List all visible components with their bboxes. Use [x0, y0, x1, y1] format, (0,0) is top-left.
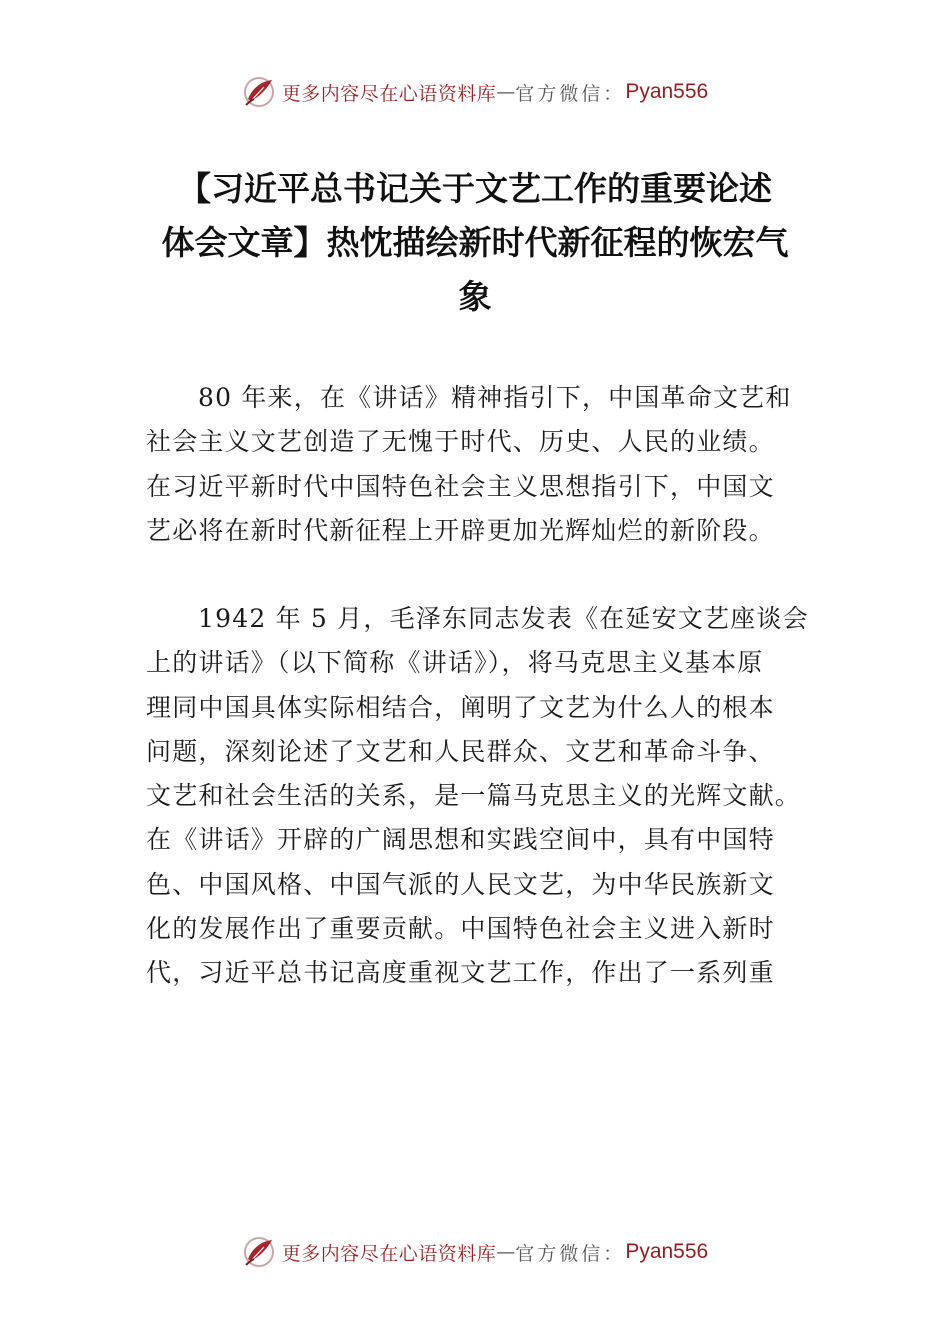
pen-leaf-logo-icon	[242, 75, 276, 109]
paragraph-line: 在《讲话》开辟的广阔思想和实践空间中，具有中国特	[146, 825, 775, 855]
watermark-wechat-label: 官方微信：	[515, 1242, 626, 1265]
title-line: 【习近平总书记关于文艺工作的重要论述	[178, 169, 772, 208]
watermark-text: 更多内容尽在心语资料库	[281, 1242, 497, 1265]
watermark-dash: —	[496, 1241, 516, 1263]
paragraph-line: 文艺和社会生活的关系，是一篇马克思主义的光辉文献。	[146, 781, 802, 811]
watermark-wechat-id: Pyan556	[625, 1240, 709, 1263]
paragraph-line: 理同中国具体实际相结合，阐明了文艺为什么人的根本	[146, 692, 775, 722]
paragraph-line: 代，习近平总书记高度重视文艺工作，作出了一系列重	[146, 958, 775, 988]
paragraph-line: 问题，深刻论述了文艺和人民群众、文艺和革命斗争、	[146, 736, 775, 766]
paragraph-line: 80 年来，在《讲话》精神指引下，中国革命文艺和	[198, 383, 792, 412]
header-watermark	[0, 72, 950, 112]
title-line: 象	[458, 277, 492, 316]
paragraph-line: 艺必将在新时代新征程上开辟更加光辉灿烂的新阶段。	[146, 515, 775, 545]
paragraph-line: 上的讲话》（以下简称《讲话》），将马克思主义基本原	[146, 648, 764, 678]
watermark-text: 更多内容尽在心语资料库	[281, 82, 497, 105]
pen-leaf-logo-icon	[242, 1235, 276, 1269]
watermark-wechat-id: Pyan556	[625, 80, 709, 103]
paragraph-line: 在习近平新时代中国特色社会主义思想指引下，中国文	[146, 471, 775, 501]
paragraph-line: 化的发展作出了重要贡献。中国特色社会主义进入新时	[146, 914, 775, 944]
body-paragraph-2	[146, 597, 826, 996]
watermark-dash: —	[496, 81, 516, 103]
document-title	[120, 162, 830, 324]
footer-watermark	[0, 1232, 950, 1272]
title-line: 体会文章】热忱描绘新时代新征程的恢宏气	[161, 223, 789, 262]
body-paragraph-1	[146, 376, 826, 553]
paragraph-line: 1942 年 5 月，毛泽东同志发表《在延安文艺座谈会	[198, 604, 809, 633]
paragraph-line: 社会主义文艺创造了无愧于时代、历史、人民的业绩。	[146, 427, 775, 457]
paragraph-line: 色、中国风格、中国气派的人民文艺，为中华民族新文	[146, 869, 775, 899]
watermark-wechat-label: 官方微信：	[515, 82, 626, 105]
